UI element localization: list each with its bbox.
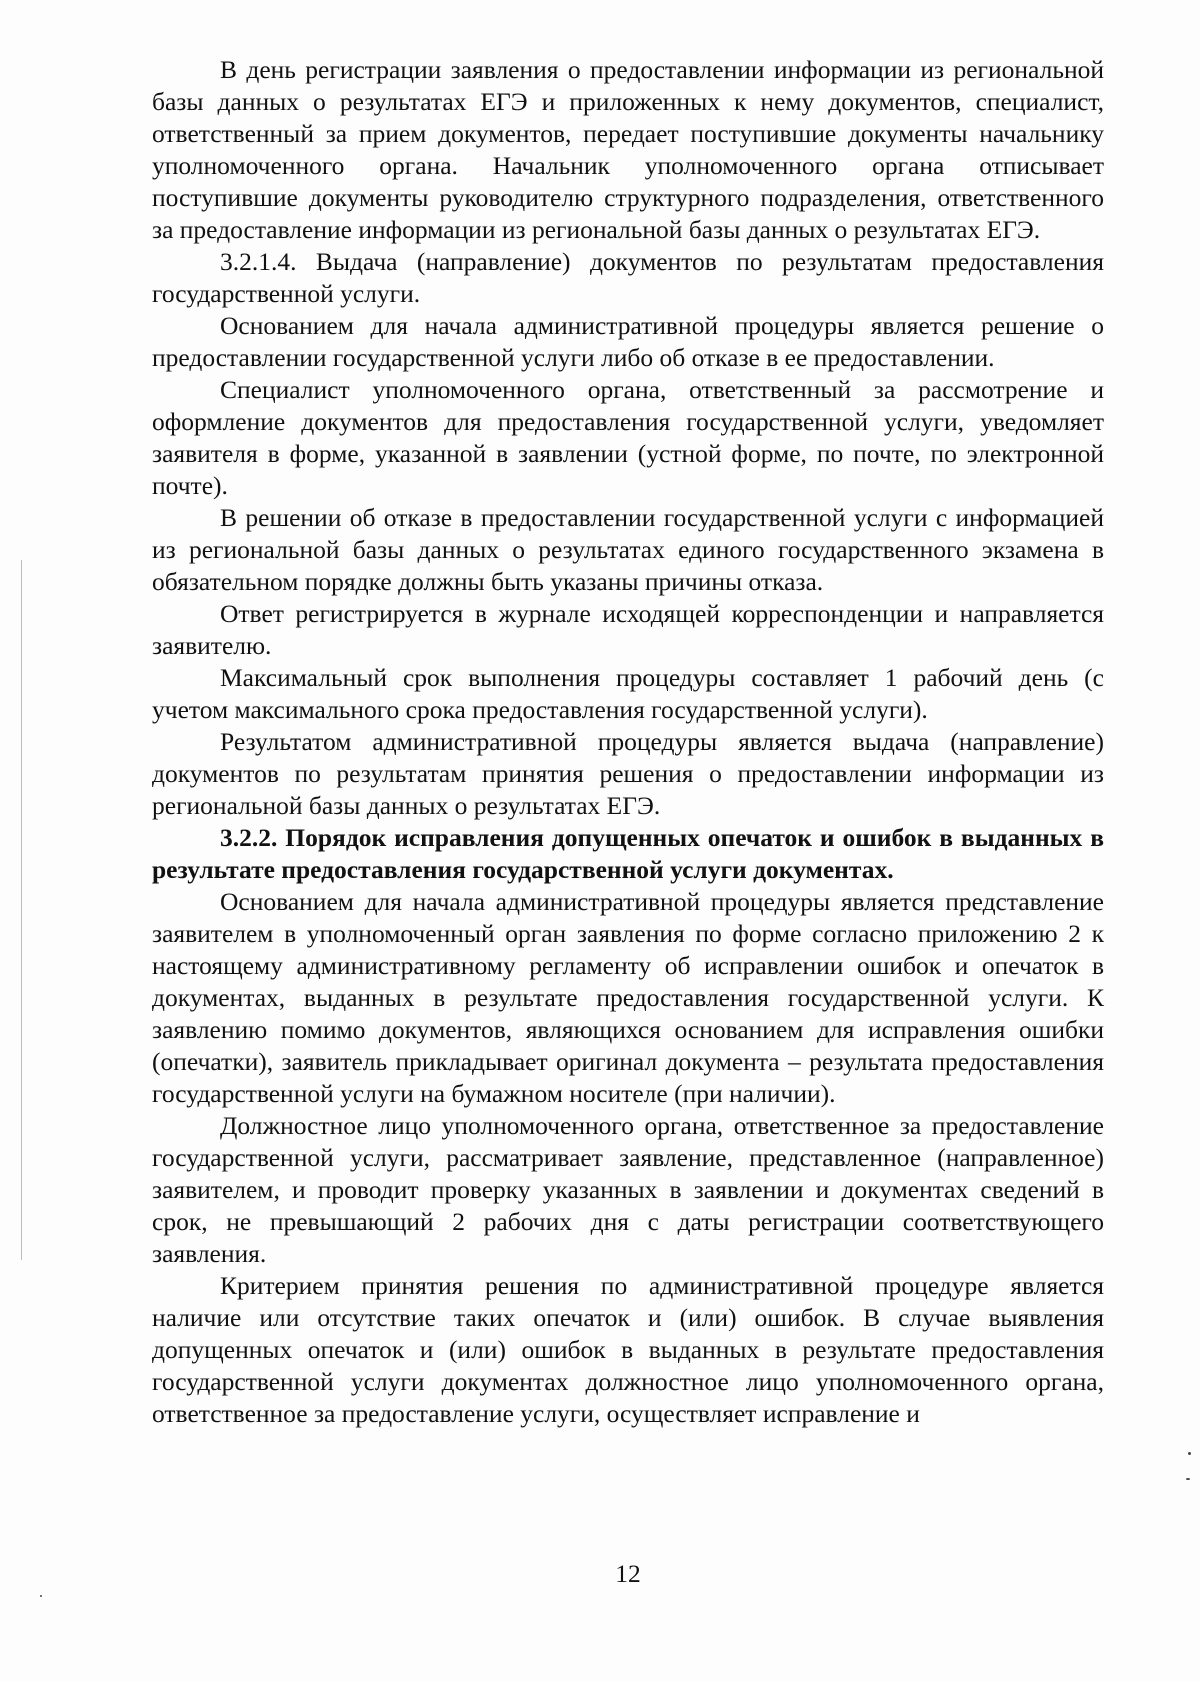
- paragraph-criterion: Критерием принятия решения по административной процедуре является наличие или отсутствие таких опечаток и (или) ошибок. В случае выявления допущенных опечаток и (или) ошибок в выданных в результате предоставления государственной услуги документах должностное лицо уполномоченного органа, ответственное за предоставление услуги, осуществляет исправление и: [152, 1271, 1104, 1428]
- scan-margin-line: [21, 560, 22, 1260]
- paragraph-specialist: Специалист уполномоченного органа, ответственный за рассмотрение и оформление документов для предоставления государственной услуги, уведомляет заявителя в форме, указанной в заявлении (устной форме, по почте, по электронной почте).: [152, 375, 1104, 500]
- document-body: [152, 54, 1104, 1430]
- paragraph-registration: В день регистрации заявления о предоставлении информации из региональной базы данных о результатах ЕГЭ и приложенных к нему документов, специалист, ответственный за прием документов, передает поступившие документы начальнику уполномоченного органа. Начальник уполномоченного органа отписывает поступившие документы руководителю структурного подразделения, ответственного за предоставление информации из региональной базы данных о результатах ЕГЭ.: [152, 55, 1104, 244]
- page-number: 12: [615, 1559, 641, 1588]
- section-heading-3-2-2: 3.2.2. Порядок исправления допущенных опечаток и ошибок в выданных в результате предоставления государственной услуги документах.: [152, 823, 1104, 884]
- paragraph-max-term: Максимальный срок выполнения процедуры составляет 1 рабочий день (с учетом максимального срока предоставления государственной услуги).: [152, 663, 1104, 724]
- scan-speck: [1186, 1478, 1190, 1480]
- scan-speck: [1188, 1452, 1191, 1455]
- scan-speck: [40, 1595, 42, 1597]
- paragraph-section-3-2-1-4: 3.2.1.4. Выдача (направление) документов по результатам предоставления государственной услуги.: [152, 247, 1104, 308]
- paragraph-correction-basis: Основанием для начала административной процедуры является представление заявителем в уполномоченный орган заявления по форме согласно приложению 2 к настоящему административному регламенту об исправлении ошибок и опечаток в документах, выданных в результате предоставления государственной услуги. К заявлению помимо документов, являющихся основанием для исправления ошибки (опечатки), заявитель прикладывает оригинал документа – результата предоставления государственной услуги на бумажном носителе (при наличии).: [152, 887, 1104, 1108]
- paragraph-basis: Основанием для начала административной процедуры является решение о предоставлении государственной услуги либо об отказе в ее предоставлении.: [152, 311, 1104, 372]
- paragraph-refusal: В решении об отказе в предоставлении государственной услуги с информацией из региональной базы данных о результатах единого государственного экзамена в обязательном порядке должны быть указаны причины отказа.: [152, 503, 1104, 596]
- paragraph-official-review: Должностное лицо уполномоченного органа, ответственное за предоставление государственной услуги, рассматривает заявление, представленное (направленное) заявителем, и проводит проверку указанных в заявлении и документах сведений в срок, не превышающий 2 рабочих дня с даты регистрации соответствующего заявления.: [152, 1111, 1104, 1268]
- paragraph-answer: Ответ регистрируется в журнале исходящей корреспонденции и направляется заявителю.: [152, 599, 1104, 660]
- paragraph-result: Результатом административной процедуры является выдача (направление) документов по результатам принятия решения о предоставлении информации из региональной базы данных о результатах ЕГЭ.: [152, 727, 1104, 820]
